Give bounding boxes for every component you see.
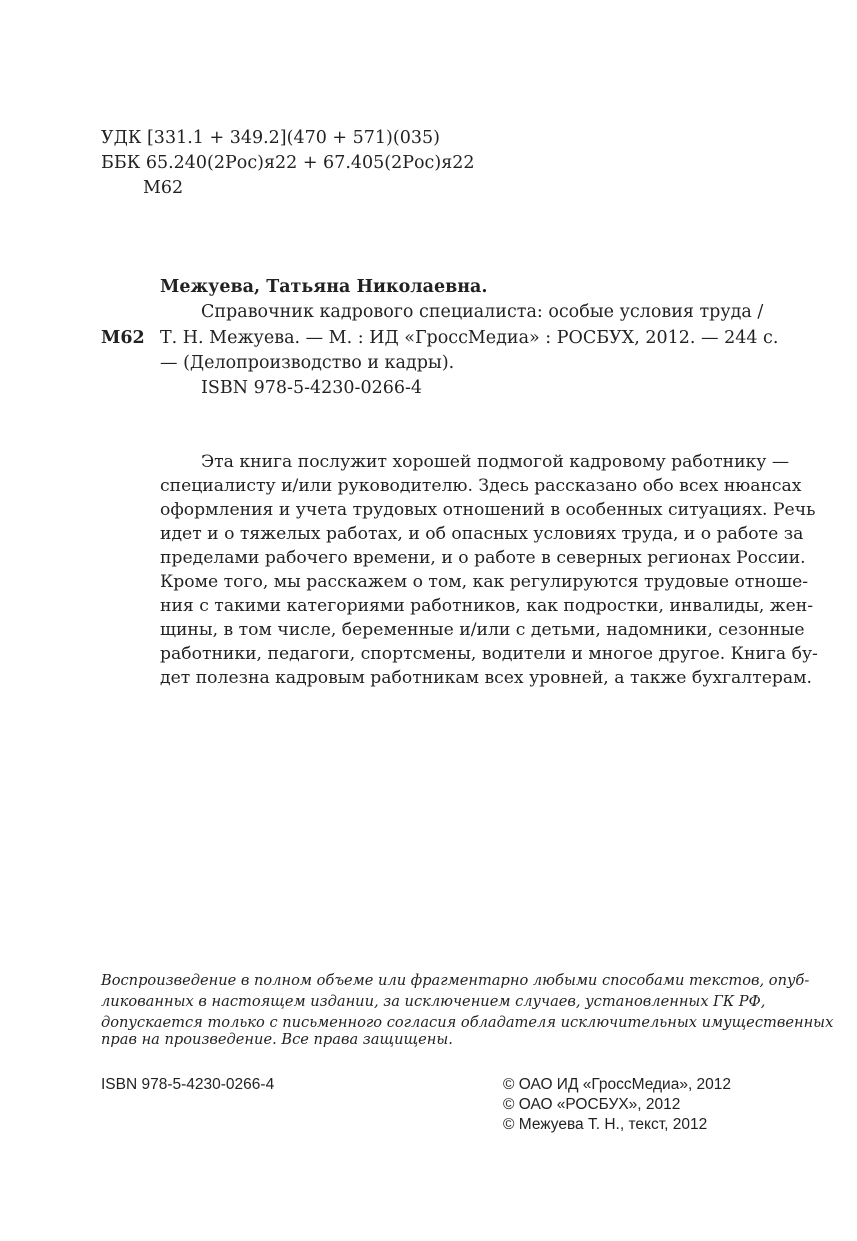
annotation-line: оформления и учета трудовых отношений в особенных ситуациях. Речь (160, 500, 816, 520)
annotation-line: Эта книга послужит хорошей подмогой кадровому работнику — (201, 452, 790, 472)
legal-notice-line: допускается только с письменного согласия обладателя исключительных имущественных (101, 1014, 834, 1031)
bbk-code: ББК 65.240(2Рос)я22 + 67.405(2Рос)я22 (101, 153, 475, 173)
author-sign-marker: М62 (101, 328, 145, 348)
copyright-line: © ОАО ИД «ГроссМедиа», 2012 (503, 1076, 732, 1093)
legal-notice-line: прав на произведение. Все права защищены. (101, 1031, 453, 1048)
bib-series-line: — (Делопроизводство и кадры). (160, 353, 455, 373)
annotation-line: специалисту и/или руководителю. Здесь рассказано обо всех нюансах (160, 476, 802, 496)
annotation-line: щины, в том числе, беременные и/или с детьми, надомники, сезонные (160, 620, 805, 640)
annotation-line: Кроме того, мы расскажем о том, как регулируются трудовые отноше- (160, 572, 809, 592)
copyright-line: © ОАО «РОСБУХ», 2012 (503, 1096, 681, 1113)
bib-isbn-line: ISBN 978-5-4230-0266-4 (201, 378, 423, 398)
annotation-line: идет и о тяжелых работах, и об опасных условиях труда, и о работе за (160, 524, 804, 544)
annotation-line: работники, педагоги, спортсмены, водители и многое другое. Книга бу- (160, 644, 818, 664)
author-sign-code: М62 (143, 178, 184, 198)
footer-isbn: ISBN 978-5-4230-0266-4 (101, 1076, 275, 1093)
bib-title-line: Справочник кадрового специалиста: особые условия труда / (201, 302, 764, 322)
copyright-line: © Межуева Т. Н., текст, 2012 (503, 1116, 708, 1133)
legal-notice-line: ликованных в настоящем издании, за исключением случаев, установленных ГК РФ, (101, 993, 766, 1010)
bib-responsibility-line: Т. Н. Межуева. — М. : ИД «ГроссМедиа» : РОСБУХ, 2012. — 244 с. (160, 328, 779, 348)
legal-notice-line: Воспроизведение в полном объеме или фрагментарно любыми способами текстов, опуб- (101, 972, 810, 989)
udk-code: УДК [331.1 + 349.2](470 + 571)(035) (101, 128, 440, 148)
annotation-line: пределами рабочего времени, и о работе в северных регионах России. (160, 548, 806, 568)
annotation-line: дет полезна кадровым работникам всех уровней, а также бухгалтерам. (160, 668, 812, 688)
annotation-line: ния с такими категориями работников, как подростки, инвалиды, жен- (160, 596, 814, 616)
author-heading: Межуева, Татьяна Николаевна. (160, 277, 488, 297)
